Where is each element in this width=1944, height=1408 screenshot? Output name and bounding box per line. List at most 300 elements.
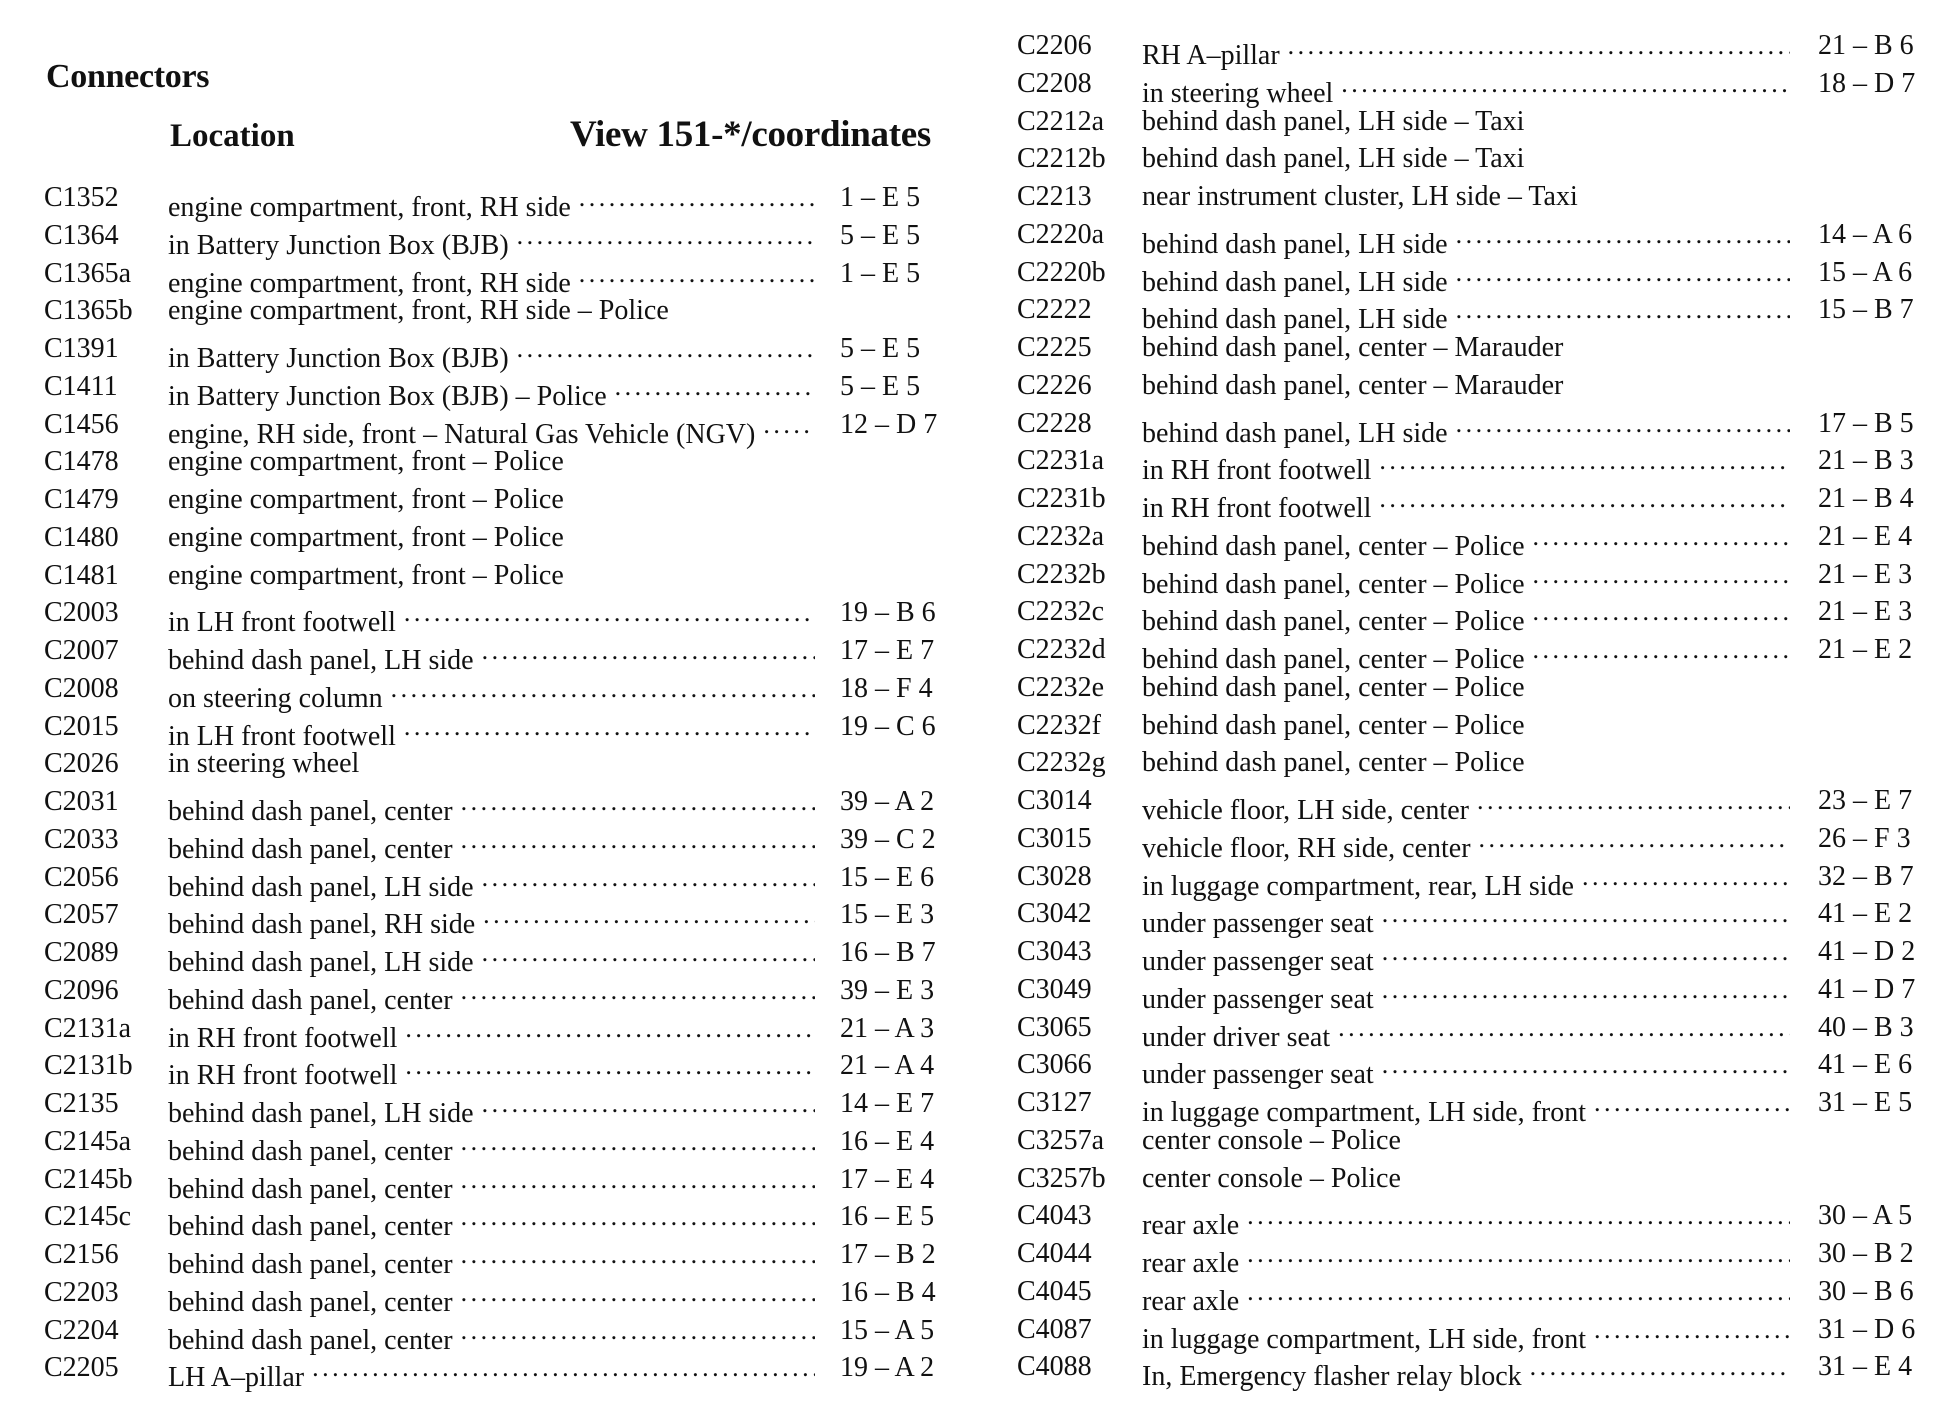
connector-row bbox=[44, 935, 950, 978]
connector-code: C2205 bbox=[44, 1352, 119, 1384]
view-coordinates: 39 – C 2 bbox=[840, 823, 936, 855]
leader-dots bbox=[1288, 28, 1790, 64]
connector-code: C2232d bbox=[1017, 634, 1106, 665]
connector-code: C2145a bbox=[44, 1125, 132, 1157]
connector-row bbox=[1017, 783, 1928, 826]
connector-row bbox=[1017, 368, 1928, 404]
leader-dots bbox=[482, 860, 815, 896]
leader-dots bbox=[1379, 443, 1790, 479]
view-coordinates: 17 – B 2 bbox=[840, 1239, 936, 1270]
connector-code: C2026 bbox=[44, 748, 119, 780]
connector-code: C1364 bbox=[44, 219, 119, 251]
connector-code: C2145c bbox=[44, 1201, 132, 1233]
leader-dots bbox=[1247, 1274, 1790, 1310]
leader-dots bbox=[405, 1048, 815, 1084]
leader-dots bbox=[461, 1275, 815, 1311]
connector-row bbox=[1017, 443, 1928, 487]
connector-row bbox=[44, 633, 950, 676]
location-text: in RH front footwell bbox=[1142, 493, 1372, 524]
connector-row bbox=[1017, 972, 1928, 1015]
view-coordinates: 21 – E 3 bbox=[1818, 596, 1913, 628]
connector-row bbox=[44, 1048, 950, 1092]
view-coordinates: 14 – E 7 bbox=[840, 1088, 935, 1119]
connector-code: C2220a bbox=[1017, 218, 1105, 250]
view-coordinates: 21 – A 4 bbox=[840, 1050, 935, 1082]
view-coordinates: 15 – E 3 bbox=[840, 899, 935, 931]
connector-row bbox=[1017, 670, 1928, 706]
location-text: behind dash panel, LH side bbox=[168, 1098, 474, 1129]
view-coordinates: 17 – E 7 bbox=[840, 635, 935, 666]
view-coordinates: 19 – C 6 bbox=[840, 710, 936, 742]
location-text: behind dash panel, center bbox=[168, 1211, 453, 1243]
view-coordinates: 26 – F 3 bbox=[1818, 822, 1911, 854]
view-coordinates: 21 – E 4 bbox=[1818, 520, 1913, 552]
location-text: engine compartment, front, RH side – Police bbox=[168, 295, 669, 327]
location-text: behind dash panel, center bbox=[168, 1135, 453, 1167]
location-text: behind dash panel, center bbox=[168, 1286, 453, 1318]
view-coordinates: 12 – D 7 bbox=[840, 408, 938, 440]
location-text: center console – Police bbox=[1142, 1124, 1401, 1156]
leader-dots bbox=[1382, 972, 1790, 1008]
leader-dots bbox=[1533, 519, 1790, 555]
view-coordinates: 31 – E 4 bbox=[1818, 1351, 1913, 1383]
connector-location bbox=[1142, 1349, 1790, 1395]
location-text: In, Emergency flasher relay block bbox=[1142, 1361, 1522, 1393]
view-coordinates: 39 – E 3 bbox=[840, 974, 935, 1006]
leader-dots bbox=[461, 1124, 815, 1160]
connector-code: C2232a bbox=[1017, 520, 1105, 552]
location-text: behind dash panel, center – Marauder bbox=[1142, 369, 1564, 401]
view-coordinates: 41 – D 2 bbox=[1818, 936, 1916, 967]
connector-code: C2231a bbox=[1017, 445, 1105, 477]
connector-code: C3043 bbox=[1017, 936, 1092, 967]
view-coordinates: 16 – B 4 bbox=[840, 1276, 936, 1308]
location-text: behind dash panel, center – Police bbox=[1142, 709, 1525, 741]
leader-dots bbox=[461, 1162, 815, 1198]
connector-row bbox=[44, 482, 950, 518]
leader-dots bbox=[482, 633, 815, 669]
connector-row bbox=[44, 558, 950, 594]
location-text: in LH front footwell bbox=[168, 607, 396, 639]
view-coordinates: 41 – D 7 bbox=[1818, 973, 1916, 1005]
connector-code: C2232f bbox=[1017, 709, 1101, 741]
connector-row bbox=[44, 1162, 950, 1205]
connector-row bbox=[44, 369, 950, 412]
view-coordinates: 19 – B 6 bbox=[840, 597, 936, 629]
leader-dots bbox=[1247, 1236, 1790, 1272]
location-text: rear axle bbox=[1142, 1285, 1240, 1317]
location-text: behind dash panel, center – Marauder bbox=[1142, 332, 1564, 363]
location-text: in RH front footwell bbox=[168, 1022, 398, 1054]
location-text: vehicle floor, RH side, center bbox=[1142, 832, 1471, 864]
section-title: Connectors bbox=[46, 58, 210, 95]
connector-row bbox=[1017, 594, 1928, 638]
location-text: behind dash panel, center – Police bbox=[1142, 606, 1525, 638]
location-text: in Battery Junction Box (BJB) bbox=[168, 229, 509, 261]
location-text: behind dash panel, LH side – Taxi bbox=[1142, 105, 1525, 137]
location-text: behind dash panel, center – Police bbox=[1142, 671, 1525, 703]
view-coordinates: 18 – D 7 bbox=[1818, 67, 1916, 99]
connector-location bbox=[1142, 708, 1533, 744]
view-coordinates: 1 – E 5 bbox=[840, 257, 921, 289]
connector-code: C2204 bbox=[44, 1314, 119, 1346]
connector-code: C3257a bbox=[1017, 1124, 1105, 1156]
view-coordinates: 17 – E 4 bbox=[840, 1163, 935, 1195]
connector-code: C2203 bbox=[44, 1276, 119, 1308]
connector-row bbox=[44, 1011, 950, 1054]
leader-dots bbox=[1456, 255, 1790, 291]
location-text: under passenger seat bbox=[1142, 908, 1374, 940]
connector-code: C3049 bbox=[1017, 973, 1092, 1005]
connector-code: C1456 bbox=[44, 408, 119, 440]
connector-location bbox=[168, 293, 677, 329]
location-text: engine, RH side, front – Natural Gas Vehicle (NGV) bbox=[168, 418, 756, 450]
view-coordinates: 14 – A 6 bbox=[1818, 218, 1913, 250]
connector-row bbox=[1017, 1312, 1928, 1355]
view-coordinates: 21 – B 6 bbox=[1818, 30, 1914, 61]
view-coordinates: 5 – E 5 bbox=[840, 219, 921, 251]
location-text: in steering wheel bbox=[168, 748, 360, 780]
location-text: behind dash panel, center bbox=[168, 1173, 453, 1205]
connector-code: C2208 bbox=[1017, 67, 1092, 99]
connector-row bbox=[44, 1313, 950, 1356]
view-coordinates: 30 – B 2 bbox=[1818, 1238, 1914, 1269]
leader-dots bbox=[1479, 821, 1790, 857]
connector-row bbox=[1017, 1161, 1928, 1197]
connector-row bbox=[1017, 1236, 1928, 1279]
location-text: behind dash panel, center – Police bbox=[1142, 568, 1525, 600]
location-text: under passenger seat bbox=[1142, 983, 1374, 1015]
connector-row bbox=[1017, 1085, 1928, 1128]
location-text: in luggage compartment, rear, LH side bbox=[1142, 870, 1574, 902]
location-text: under passenger seat bbox=[1142, 1059, 1374, 1091]
connector-row bbox=[1017, 255, 1928, 298]
location-text: center console – Police bbox=[1142, 1162, 1401, 1194]
connector-code: C4044 bbox=[1017, 1238, 1092, 1269]
leader-dots bbox=[461, 784, 815, 820]
leader-dots bbox=[461, 1313, 815, 1349]
connector-row bbox=[1017, 519, 1928, 562]
location-text: behind dash panel, center – Police bbox=[1142, 530, 1525, 562]
view-coordinates: 30 – B 6 bbox=[1818, 1275, 1914, 1307]
connector-row bbox=[1017, 28, 1928, 71]
view-coordinates: 19 – A 2 bbox=[840, 1352, 935, 1384]
connector-row bbox=[44, 709, 950, 752]
connector-row bbox=[1017, 821, 1928, 864]
connector-location bbox=[1142, 745, 1533, 781]
leader-dots bbox=[1533, 632, 1790, 668]
connector-code: C4087 bbox=[1017, 1313, 1092, 1345]
connector-row bbox=[44, 520, 950, 556]
location-text: engine compartment, front – Police bbox=[168, 446, 564, 478]
leader-dots bbox=[482, 935, 815, 971]
connector-row bbox=[44, 860, 950, 903]
connector-row bbox=[44, 746, 950, 782]
location-text: in luggage compartment, LH side, front bbox=[1142, 1323, 1586, 1355]
view-coordinates: 16 – E 5 bbox=[840, 1201, 935, 1233]
connector-row bbox=[1017, 141, 1928, 177]
view-coordinates: 5 – E 5 bbox=[840, 370, 921, 402]
connector-row bbox=[1017, 934, 1928, 977]
connector-code: C2206 bbox=[1017, 30, 1092, 61]
location-text: behind dash panel, LH side bbox=[1142, 228, 1448, 260]
leader-dots bbox=[579, 180, 815, 216]
location-text: in RH front footwell bbox=[168, 1060, 398, 1092]
location-text: behind dash panel, LH side bbox=[168, 871, 474, 903]
connector-location bbox=[168, 1350, 815, 1396]
location-text: in Battery Junction Box (BJB) bbox=[168, 343, 509, 374]
location-text: engine compartment, front – Police bbox=[168, 484, 564, 515]
view-coordinates: 15 – A 5 bbox=[840, 1314, 935, 1346]
view-coordinates: 41 – E 2 bbox=[1818, 898, 1913, 930]
connector-code: C3028 bbox=[1017, 860, 1092, 892]
connector-row bbox=[1017, 1349, 1928, 1393]
view-coordinates: 23 – E 7 bbox=[1818, 785, 1913, 816]
location-text: vehicle floor, LH side, center bbox=[1142, 795, 1469, 826]
location-column-header: Location bbox=[170, 118, 295, 154]
connector-row bbox=[44, 444, 950, 480]
connector-row bbox=[44, 1350, 950, 1394]
location-text: behind dash panel, LH side bbox=[1142, 417, 1448, 449]
leader-dots bbox=[312, 1350, 815, 1386]
location-text: behind dash panel, center – Police bbox=[1142, 747, 1525, 779]
leader-dots bbox=[1338, 1010, 1790, 1046]
connector-location bbox=[168, 444, 572, 480]
leader-dots bbox=[1247, 1198, 1790, 1234]
connector-code: C2212b bbox=[1017, 143, 1106, 175]
leader-dots bbox=[1456, 217, 1790, 253]
location-text: behind dash panel, center bbox=[168, 984, 453, 1016]
view-coordinates: 21 – A 3 bbox=[840, 1012, 935, 1044]
connector-code: C2135 bbox=[44, 1088, 119, 1119]
leader-dots bbox=[579, 256, 815, 292]
connector-code: C2003 bbox=[44, 597, 119, 629]
view-coordinates: 32 – B 7 bbox=[1818, 860, 1914, 892]
connector-row bbox=[44, 1086, 950, 1129]
leader-dots bbox=[1456, 406, 1790, 442]
connector-location bbox=[168, 558, 572, 594]
connector-code: C2232e bbox=[1017, 671, 1105, 703]
leader-dots bbox=[391, 671, 815, 707]
connector-code: C4043 bbox=[1017, 1200, 1092, 1232]
connector-location bbox=[1142, 670, 1533, 706]
location-text: on steering column bbox=[168, 682, 383, 714]
connector-code: C2145b bbox=[44, 1163, 133, 1195]
leader-dots bbox=[483, 897, 815, 933]
connector-code: C2222 bbox=[1017, 294, 1092, 326]
connector-location bbox=[168, 520, 572, 556]
leader-dots bbox=[1533, 557, 1790, 593]
connector-code: C2008 bbox=[44, 672, 119, 704]
connector-code: C3042 bbox=[1017, 898, 1092, 930]
connector-row bbox=[44, 407, 950, 450]
connector-code: C3015 bbox=[1017, 822, 1092, 854]
view-coordinates: 31 – E 5 bbox=[1818, 1087, 1913, 1118]
leader-dots bbox=[1382, 934, 1790, 970]
connector-code: C2031 bbox=[44, 786, 119, 817]
view-coordinates: 15 – A 6 bbox=[1818, 256, 1913, 288]
location-text: LH A–pillar bbox=[168, 1362, 305, 1394]
connector-code: C4088 bbox=[1017, 1351, 1092, 1383]
connector-code: C2213 bbox=[1017, 181, 1092, 212]
location-text: in steering wheel bbox=[1142, 77, 1334, 109]
connector-row bbox=[44, 897, 950, 941]
view-coordinates: 15 – B 7 bbox=[1818, 294, 1914, 326]
connector-code: C1480 bbox=[44, 521, 119, 553]
connector-row bbox=[1017, 896, 1928, 940]
location-text: behind dash panel, LH side bbox=[1142, 266, 1448, 298]
connector-code: C3127 bbox=[1017, 1087, 1092, 1118]
connector-code: C2232g bbox=[1017, 747, 1106, 779]
leader-dots bbox=[615, 369, 815, 405]
connector-code: C3065 bbox=[1017, 1011, 1092, 1043]
connector-row bbox=[1017, 557, 1928, 600]
connector-row bbox=[1017, 745, 1928, 781]
connector-row bbox=[1017, 292, 1928, 336]
connector-code: C2033 bbox=[44, 823, 119, 855]
leader-dots bbox=[1594, 1312, 1790, 1348]
connector-row bbox=[44, 180, 950, 223]
connector-code: C2015 bbox=[44, 710, 119, 742]
location-text: behind dash panel, center – Police bbox=[1142, 644, 1525, 675]
connector-row bbox=[1017, 1047, 1928, 1091]
leader-dots bbox=[461, 1237, 815, 1273]
location-text: under driver seat bbox=[1142, 1021, 1331, 1053]
view-coordinates: 15 – E 6 bbox=[840, 861, 935, 893]
connector-code: C2131a bbox=[44, 1012, 132, 1044]
connector-location bbox=[1142, 368, 1571, 404]
location-text: behind dash panel, LH side bbox=[168, 645, 474, 676]
connector-location bbox=[1142, 1123, 1409, 1159]
connector-row bbox=[44, 218, 950, 261]
connector-row bbox=[44, 1199, 950, 1243]
leader-dots bbox=[763, 407, 815, 443]
location-text: in luggage compartment, LH side, front bbox=[1142, 1097, 1586, 1128]
connector-row bbox=[1017, 66, 1928, 109]
connector-code: C2220b bbox=[1017, 256, 1106, 288]
location-text: near instrument cluster, LH side – Taxi bbox=[1142, 181, 1578, 212]
view-coordinates: 41 – E 6 bbox=[1818, 1049, 1913, 1081]
location-text: engine compartment, front, RH side bbox=[168, 192, 571, 223]
connector-row bbox=[1017, 708, 1928, 744]
connector-code: C2232c bbox=[1017, 596, 1105, 628]
connector-row bbox=[44, 1275, 950, 1318]
location-text: in Battery Junction Box (BJB) – Police bbox=[168, 380, 607, 412]
view-coordinates-column-header: View 151-*/coordinates bbox=[570, 114, 931, 155]
leader-dots bbox=[1530, 1349, 1790, 1385]
view-coordinates: 21 – B 3 bbox=[1818, 445, 1914, 477]
location-text: behind dash panel, center bbox=[168, 1249, 453, 1280]
view-coordinates: 21 – E 3 bbox=[1818, 558, 1913, 590]
leader-dots bbox=[1594, 1085, 1790, 1121]
connector-code: C2096 bbox=[44, 974, 119, 1006]
view-coordinates: 16 – E 4 bbox=[840, 1125, 935, 1157]
view-coordinates: 31 – D 6 bbox=[1818, 1313, 1916, 1345]
connector-code: C3014 bbox=[1017, 785, 1092, 816]
connector-code: C2232b bbox=[1017, 558, 1106, 590]
connector-code: C2007 bbox=[44, 635, 119, 666]
location-text: behind dash panel, LH side bbox=[168, 947, 474, 978]
connector-location bbox=[168, 482, 572, 518]
view-coordinates: 21 – B 4 bbox=[1818, 483, 1914, 514]
connector-row bbox=[1017, 1123, 1928, 1159]
location-text: behind dash panel, center bbox=[168, 833, 453, 865]
connector-code: C2228 bbox=[1017, 407, 1092, 439]
connector-row bbox=[44, 1124, 950, 1167]
connector-code: C3066 bbox=[1017, 1049, 1092, 1081]
location-text: RH A–pillar bbox=[1142, 40, 1280, 71]
location-text: behind dash panel, RH side bbox=[168, 909, 476, 941]
location-text: behind dash panel, center bbox=[168, 1324, 453, 1356]
location-text: behind dash panel, LH side bbox=[1142, 304, 1448, 336]
location-text: under passenger seat bbox=[1142, 946, 1374, 977]
connector-location bbox=[1142, 141, 1532, 177]
view-coordinates: 21 – E 2 bbox=[1818, 634, 1913, 665]
connector-location bbox=[168, 746, 367, 782]
connector-code: C1478 bbox=[44, 446, 119, 478]
location-text: rear axle bbox=[1142, 1248, 1240, 1279]
location-text: in LH front footwell bbox=[168, 720, 396, 752]
leader-dots bbox=[517, 331, 815, 367]
connector-code: C2231b bbox=[1017, 483, 1106, 514]
leader-dots bbox=[482, 1086, 815, 1122]
connector-row bbox=[44, 256, 950, 299]
leader-dots bbox=[517, 218, 815, 254]
view-coordinates: 1 – E 5 bbox=[840, 182, 921, 213]
connector-code: C2131b bbox=[44, 1050, 133, 1082]
connector-location bbox=[1142, 330, 1571, 366]
connector-code: C2156 bbox=[44, 1239, 119, 1270]
view-coordinates: 40 – B 3 bbox=[1818, 1011, 1914, 1043]
location-text: behind dash panel, center bbox=[168, 796, 453, 827]
connector-code: C2226 bbox=[1017, 369, 1092, 401]
location-text: engine compartment, front, RH side bbox=[168, 267, 571, 299]
leader-dots bbox=[1477, 783, 1790, 819]
connector-row bbox=[1017, 1198, 1928, 1242]
location-text: engine compartment, front – Police bbox=[168, 559, 564, 591]
connector-row bbox=[1017, 217, 1928, 260]
connector-code: C1481 bbox=[44, 559, 119, 591]
leader-dots bbox=[461, 822, 815, 858]
connector-code: C1352 bbox=[44, 182, 119, 213]
connector-row bbox=[44, 784, 950, 827]
connector-code: C2089 bbox=[44, 937, 119, 968]
connector-code: C3257b bbox=[1017, 1162, 1106, 1194]
connector-row bbox=[44, 331, 950, 374]
view-coordinates: 16 – B 7 bbox=[840, 937, 936, 968]
connector-location bbox=[1142, 179, 1586, 215]
connector-code: C1391 bbox=[44, 333, 119, 364]
leader-dots bbox=[1456, 292, 1790, 328]
view-coordinates: 18 – F 4 bbox=[840, 672, 933, 704]
location-text: behind dash panel, LH side – Taxi bbox=[1142, 143, 1525, 175]
view-coordinates: 5 – E 5 bbox=[840, 333, 921, 364]
leader-dots bbox=[404, 709, 815, 745]
connector-row bbox=[1017, 1274, 1928, 1317]
leader-dots bbox=[1533, 594, 1790, 630]
leader-dots bbox=[1382, 896, 1790, 932]
connector-location bbox=[1142, 1161, 1409, 1197]
connector-code: C4045 bbox=[1017, 1275, 1092, 1307]
connector-code: C1365b bbox=[44, 295, 133, 327]
leader-dots bbox=[1379, 481, 1790, 517]
connector-row bbox=[1017, 859, 1928, 902]
connector-code: C2212a bbox=[1017, 105, 1105, 137]
view-coordinates: 30 – A 5 bbox=[1818, 1200, 1913, 1232]
view-coordinates: 39 – A 2 bbox=[840, 786, 935, 817]
leader-dots bbox=[404, 595, 815, 631]
connector-location bbox=[1142, 104, 1532, 140]
